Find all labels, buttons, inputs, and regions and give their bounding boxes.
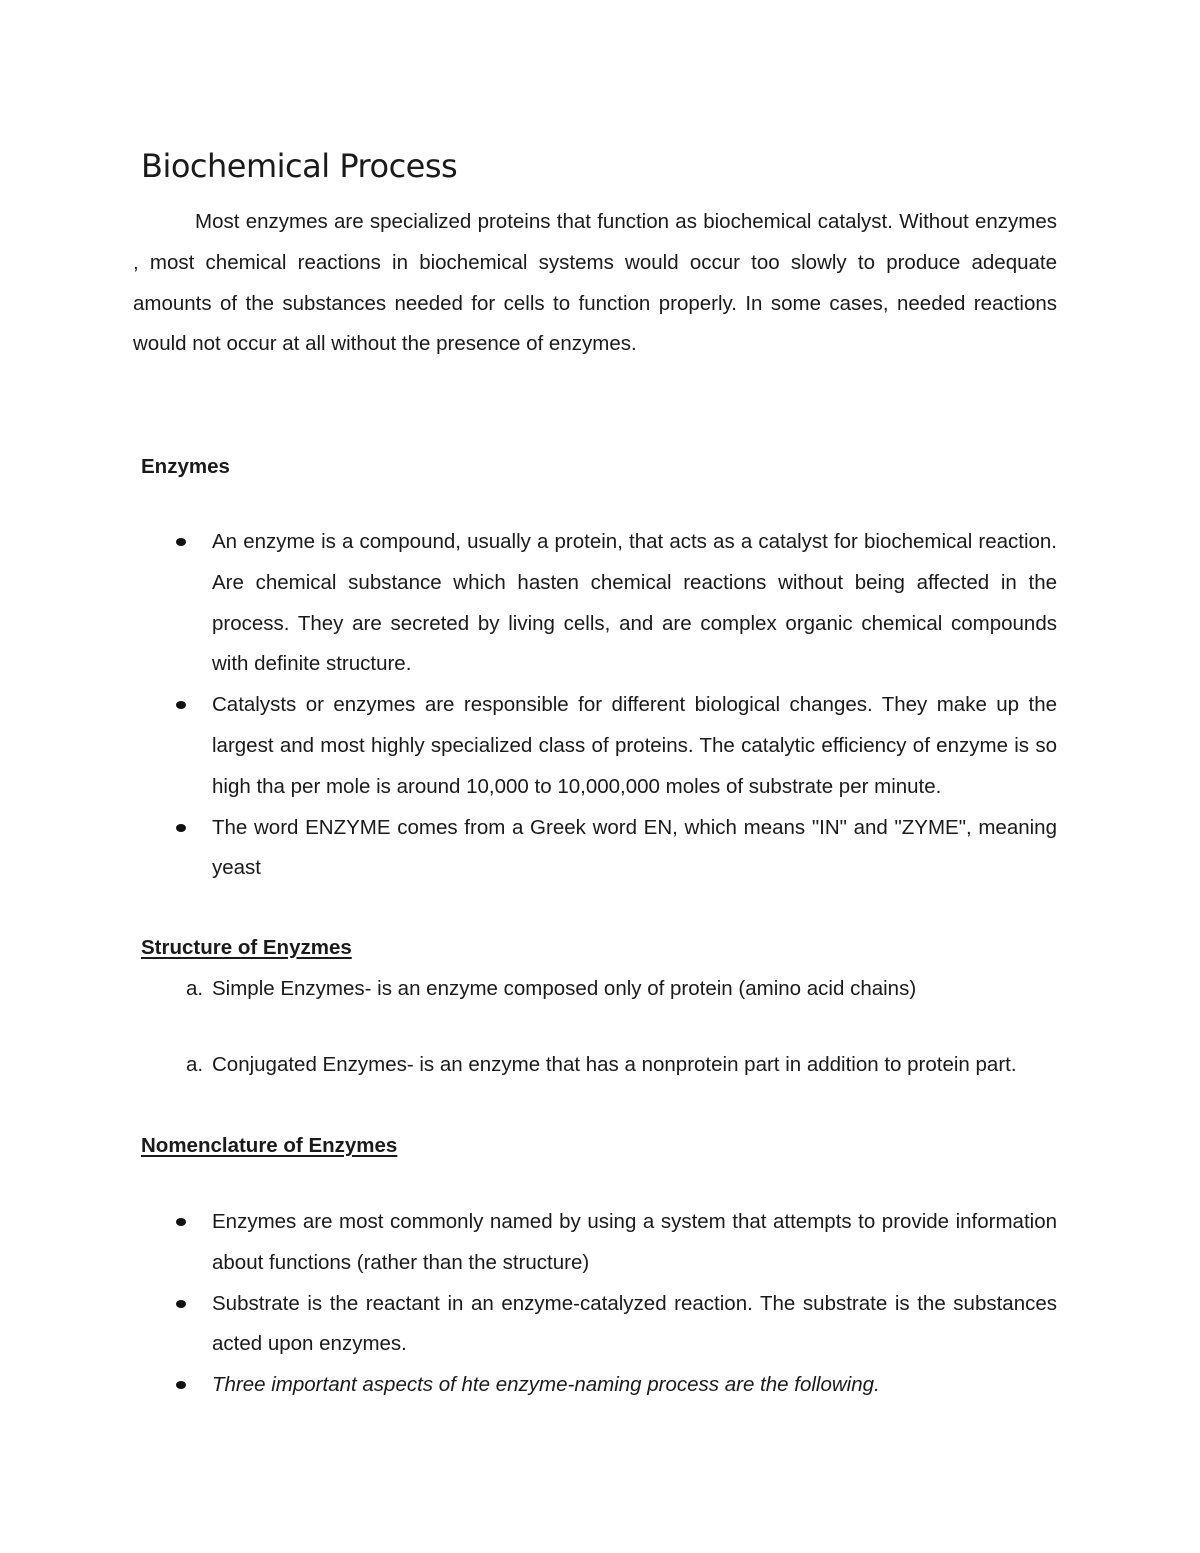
structure-list-continued bbox=[0, 1045, 1057, 1086]
list-marker: a. bbox=[186, 1053, 204, 1076]
list-item-text: Simple Enzymes- is an enzyme composed only of protein (amino acid chains) bbox=[212, 977, 917, 1000]
list-item bbox=[0, 1365, 1057, 1406]
list-item bbox=[0, 969, 1057, 1010]
list-item bbox=[0, 1045, 1057, 1086]
nomenclature-heading: Nomenclature of Enzymes bbox=[141, 1134, 398, 1157]
bullet-icon bbox=[176, 1381, 186, 1389]
enzymes-heading: Enzymes bbox=[141, 455, 230, 478]
list-item-text: An enzyme is a compound, usually a protein, that acts as a catalyst for biochemical reaction. Are chemical substance which hasten chemical reactions without being affected in the process. They are secreted by living cells, and are complex organic chemical compounds with definite structure. bbox=[212, 530, 1057, 676]
list-item-text: Three important aspects of hte enzyme-naming process are the following. bbox=[212, 1373, 880, 1397]
list-item-text: The word ENZYME comes from a Greek word EN, which means "IN" and "ZYME", meaning yeast bbox=[212, 815, 1057, 880]
list-item bbox=[0, 522, 1057, 685]
list-item bbox=[0, 808, 1057, 890]
page-title: Biochemical Process bbox=[141, 147, 458, 185]
list-item bbox=[0, 685, 1057, 807]
list-item-text: Conjugated Enzymes- is an enzyme that has a nonprotein part in addition to protein part. bbox=[212, 1053, 1017, 1076]
bullet-icon bbox=[176, 824, 186, 832]
bullet-icon bbox=[176, 701, 186, 709]
intro-paragraph: Most enzymes are specialized proteins that function as biochemical catalyst. Without enzymes , most chemical reactions in biochemical systems would occur too slowly to produce adequate amounts of the substances needed for cells to function properly. In some cases, needed reactions would not occur at all without the presence of enzymes. bbox=[133, 210, 1057, 356]
bullet-icon bbox=[176, 538, 186, 546]
structure-list bbox=[0, 969, 1057, 1010]
list-item-text: Catalysts or enzymes are responsible for different biological changes. They make up the largest and most highly specialized class of proteins. The catalytic efficiency of enzyme is so high tha per mole is around 10,000 to 10,000,000 moles of substrate per minute. bbox=[212, 693, 1057, 798]
list-marker: a. bbox=[186, 977, 204, 1000]
list-item-text: Substrate is the reactant in an enzyme-catalyzed reaction. The substrate is the substances acted upon enzymes. bbox=[212, 1291, 1057, 1356]
list-item-text: Enzymes are most commonly named by using a system that attempts to provide information about functions (rather than the structure) bbox=[212, 1210, 1057, 1274]
bullet-icon bbox=[176, 1300, 186, 1308]
bullet-icon bbox=[176, 1218, 186, 1226]
structure-heading: Structure of Enyzmes bbox=[141, 936, 352, 959]
nomenclature-bullet-list bbox=[0, 1202, 1057, 1406]
enzymes-bullet-list bbox=[0, 522, 1057, 889]
list-item bbox=[0, 1202, 1057, 1284]
list-item bbox=[0, 1284, 1057, 1366]
